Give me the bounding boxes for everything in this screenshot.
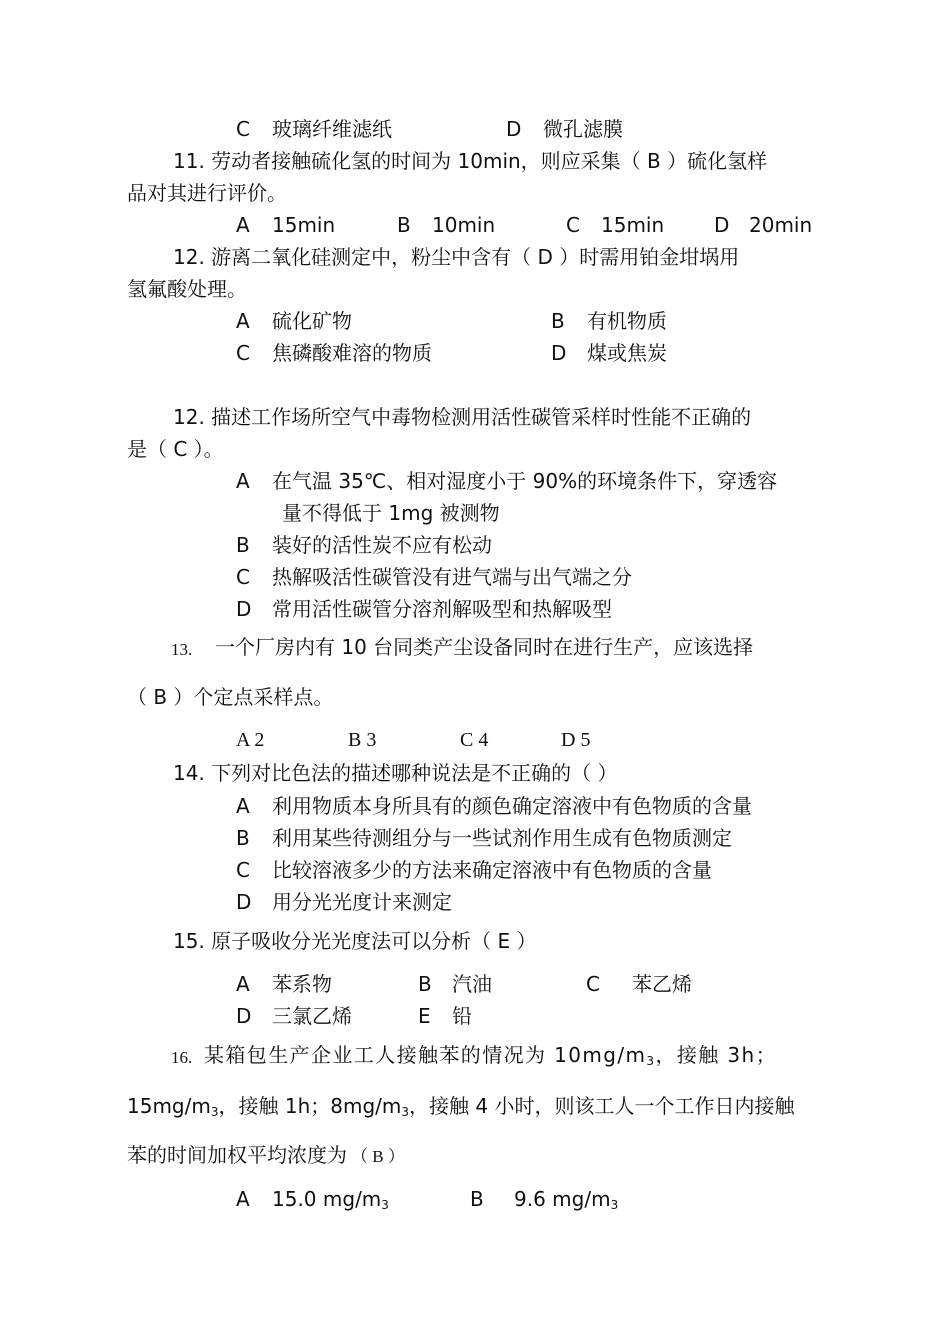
- q12a-option-b-letter: B: [551, 309, 565, 333]
- q11-option-a-letter: A: [236, 213, 250, 237]
- q11-option-b-letter: B: [397, 213, 411, 237]
- q11-option-d-text: 20min: [749, 213, 813, 237]
- q15-option-d-letter: D: [236, 1004, 252, 1028]
- q16-option-b-text: [514, 1186, 618, 1215]
- q16-option-a-value: 15.0 mg/m: [272, 1187, 382, 1211]
- q13-option-a: A 2: [236, 729, 265, 751]
- q16-line2-unit-exponent-2: 3: [401, 1105, 410, 1119]
- q12b-option-b-text: 装好的活性炭不应有松动: [272, 533, 492, 557]
- q16-option-a-text: [272, 1186, 389, 1215]
- q14-option-c-letter: C: [236, 858, 250, 882]
- q11-option-a-text: 15min: [272, 213, 336, 237]
- q15-option-b-text: 汽油: [452, 972, 492, 996]
- q15-option-d-text: 三氯乙烯: [272, 1004, 352, 1028]
- q12b-option-a-letter: A: [236, 469, 250, 493]
- q16-line1-text-a: 某箱包生产企业工人接触苯的情况为 10mg/m: [204, 1043, 647, 1067]
- q16-answer: （ B ）: [351, 1147, 405, 1166]
- q14-option-a-letter: A: [236, 794, 250, 818]
- q14-option-b-letter: B: [236, 826, 250, 850]
- q11-stem-line1: 11. 劳动者接触硫化氢的时间为 10min，则应采集（ B ）硫化氢样: [173, 149, 768, 173]
- q12b-option-c-text: 热解吸活性碳管没有进气端与出气端之分: [272, 565, 632, 589]
- q16-option-b-unit-exponent: 3: [610, 1198, 619, 1212]
- q14-option-d-letter: D: [236, 890, 252, 914]
- q11-option-c-text: 15min: [601, 213, 665, 237]
- q12b-option-d-text: 常用活性碳管分溶剂解吸型和热解吸型: [272, 597, 612, 621]
- q15-stem: 15. 原子吸收分光光度法可以分析（ E ）: [173, 929, 537, 953]
- q16-stem-line3: [127, 1142, 405, 1170]
- q12b-option-a-continuation: 量不得低于 1mg 被测物: [282, 501, 500, 525]
- q14-stem: 14. 下列对比色法的描述哪种说法是不正确的（ ）: [173, 761, 618, 785]
- q16-stem-line2: [127, 1093, 794, 1122]
- q14-option-a-text: 利用物质本身所具有的颜色确定溶液中有色物质的含量: [272, 794, 752, 818]
- q10-option-c-letter: C: [236, 117, 250, 141]
- q15-option-e-letter: E: [418, 1004, 431, 1028]
- q12a-option-a-text: 硫化矿物: [272, 309, 352, 333]
- q15-option-c-letter: C: [586, 972, 600, 996]
- q15-option-c-text: 苯乙烯: [632, 972, 692, 996]
- q14-option-c-text: 比较溶液多少的方法来确定溶液中有色物质的含量: [272, 858, 712, 882]
- q16-number: 16.: [171, 1048, 193, 1067]
- q15-option-a-text: 苯系物: [272, 972, 332, 996]
- q10-option-c-text: 玻璃纤维滤纸: [272, 117, 392, 141]
- q15-option-a-letter: A: [236, 972, 250, 996]
- q11-stem-line2: 品对其进行评价。: [127, 181, 287, 205]
- q13-number: 13.: [171, 640, 193, 659]
- q10-option-d-letter: D: [506, 117, 522, 141]
- q13-stem-line1: 一个厂房内有 10 台同类产尘设备同时在进行生产，应该选择: [215, 635, 754, 659]
- q12a-option-a-letter: A: [236, 309, 250, 333]
- q12b-stem-line1: 12. 描述工作场所空气中毒物检测用活性碳管采样时性能不正确的: [173, 405, 752, 429]
- q12a-option-d-letter: D: [551, 341, 567, 365]
- q16-option-b-value: 9.6 mg/m: [514, 1187, 611, 1211]
- q16-option-a-letter: A: [236, 1187, 250, 1211]
- q12a-option-c-text: 焦磷酸难溶的物质: [272, 341, 432, 365]
- q12b-stem-line2: 是（ C ）。: [127, 437, 224, 461]
- q16-line2-unit-exponent-1: 3: [210, 1105, 219, 1119]
- q14-option-d-text: 用分光光度计来测定: [272, 890, 452, 914]
- q11-option-d-letter: D: [714, 213, 730, 237]
- q16-option-a-unit-exponent: 3: [381, 1198, 389, 1212]
- q13-option-c: C 4: [460, 729, 489, 751]
- q12a-stem-line2: 氢氟酸处理。: [127, 277, 247, 301]
- q16-line2-text-c: ，接触 4 小时，则该工人一个工作日内接触: [409, 1094, 795, 1118]
- q12a-stem-line1: 12. 游离二氧化硅测定中，粉尘中含有（ D ）时需用铂金坩埚用: [173, 245, 740, 269]
- q13-stem-line2: （ B ）个定点采样点。: [127, 685, 334, 709]
- q11-option-c-letter: C: [566, 213, 580, 237]
- q12a-option-d-text: 煤或焦炭: [587, 341, 667, 365]
- q12b-option-b-letter: B: [236, 533, 250, 557]
- q11-option-b-text: 10min: [432, 213, 496, 237]
- q12b-option-a-text: 在气温 35℃、相对湿度小于 90%的环境条件下，穿透容: [272, 469, 778, 493]
- q10-option-d-text: 微孔滤膜: [543, 117, 623, 141]
- q16-line1-unit-exponent: 3: [646, 1054, 656, 1068]
- q15-option-e-text: 铅: [452, 1004, 472, 1028]
- q13-option-d: D 5: [561, 729, 591, 751]
- q16-line2-text-b: ，接触 1h；8mg/m: [218, 1094, 402, 1118]
- q16-option-b-letter: B: [470, 1187, 484, 1211]
- q13-option-b: B 3: [348, 729, 377, 751]
- q12b-option-c-letter: C: [236, 565, 250, 589]
- q12a-option-b-text: 有机物质: [587, 309, 667, 333]
- q14-option-b-text: 利用某些待测组分与一些试剂作用生成有色物质测定: [272, 826, 732, 850]
- q16-stem-line1: [204, 1042, 777, 1071]
- q12b-option-d-letter: D: [236, 597, 252, 621]
- q15-option-b-letter: B: [418, 972, 432, 996]
- q16-line3-text: 苯的时间加权平均浓度为: [127, 1143, 347, 1167]
- q12a-option-c-letter: C: [236, 341, 250, 365]
- q16-line1-text-b: ，接触 3h；: [655, 1043, 778, 1067]
- q16-line2-text-a: 15mg/m: [127, 1094, 211, 1118]
